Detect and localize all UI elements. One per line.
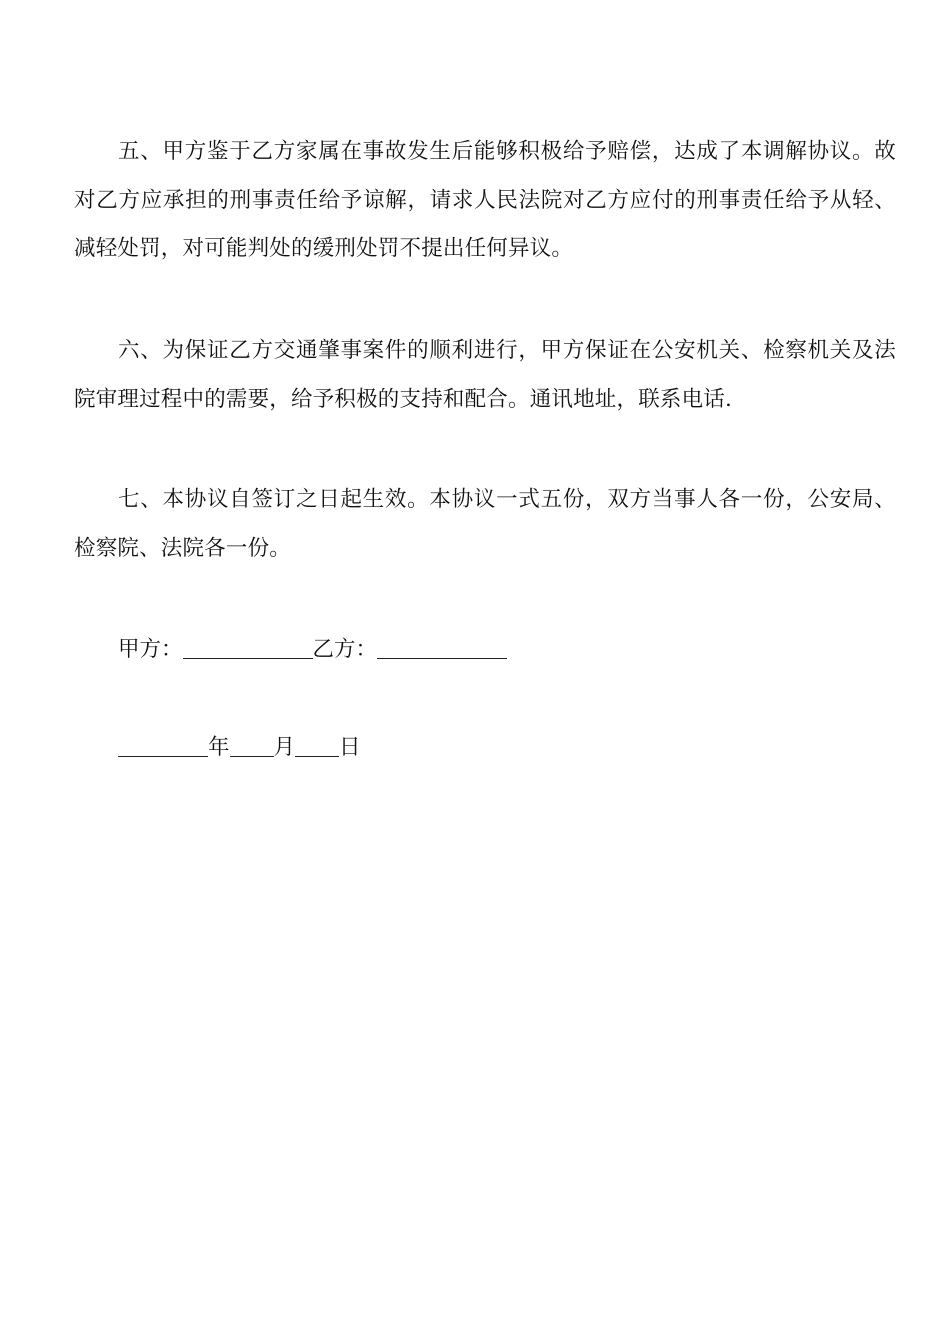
year-label: 年 bbox=[208, 735, 230, 760]
day-blank[interactable] bbox=[295, 736, 339, 757]
party-b-signature-blank[interactable] bbox=[377, 638, 507, 659]
month-label: 月 bbox=[273, 735, 296, 760]
date-row bbox=[118, 724, 361, 772]
party-a-signature-blank[interactable] bbox=[183, 638, 313, 659]
party-b-label: 乙方： bbox=[312, 637, 378, 662]
day-label: 日 bbox=[339, 735, 361, 760]
clause-six: 六、为保证乙方交通肇事案件的顺利进行，甲方保证在公安机关、检察机关及法院审理过程中的需要，给予积极的支持和配合。通讯地址，联系电话. bbox=[74, 338, 896, 412]
month-blank[interactable] bbox=[230, 736, 274, 757]
signature-row bbox=[118, 626, 507, 674]
party-a-label: 甲方： bbox=[118, 637, 183, 662]
clause-seven: 七、本协议自签订之日起生效。本协议一式五份，双方当事人各一份，公安局、检察院、法院各一份。 bbox=[74, 487, 896, 561]
clause-five: 五、甲方鉴于乙方家属在事故发生后能够积极给予赔偿，达成了本调解协议。故对乙方应承担的刑事责任给予谅解，请求人民法院对乙方应付的刑事责任给予从轻、减轻处罚，对可能判处的缓刑处罚不提出任何异议。 bbox=[74, 139, 896, 261]
year-blank[interactable] bbox=[118, 736, 208, 757]
